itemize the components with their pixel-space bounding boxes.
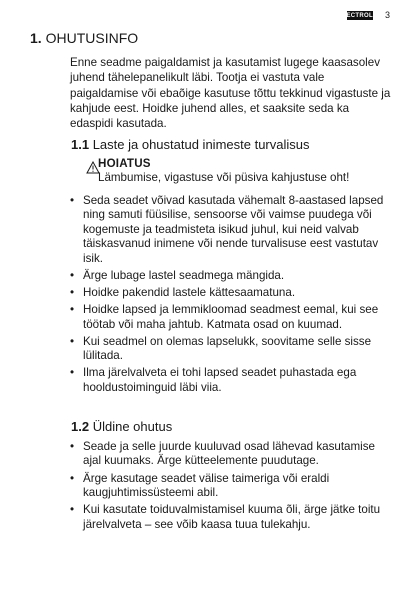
- child-safety-list: [70, 194, 392, 398]
- list-item: • Hoidke pakendid lastele kättesaamatuna.: [70, 286, 392, 300]
- subsection-1-title-text: Laste ja ohustatud inimeste turvalisus: [92, 137, 310, 152]
- list-item: • Kui kasutate toiduvalmistamisel kuuma õli, ärge jätke toitu järelvalveta – see võib kaasa tuua tulekahju.: [70, 503, 392, 532]
- subsection-1-title: [71, 137, 310, 152]
- subsection-2-number: 1.2: [71, 419, 90, 434]
- list-item: • Ilma järelvalveta ei tohi lapsed seadet puhastada ega hooldustoiminguid läbi viia.: [70, 366, 392, 395]
- list-item: • Seade ja selle juurde kuuluvad osad lähevad kasutamise ajal kuumaks. Ärge kütteelemente puudutage.: [70, 440, 392, 469]
- list-item: • Ärge kasutage seadet välise taimeriga või eraldi kaugjuhtimissüsteemi abil.: [70, 472, 392, 501]
- brand-logo-text: ELECTROLUX: [338, 12, 382, 19]
- list-item: • Ärge lubage lastel seadmega mängida.: [70, 269, 392, 283]
- section-title-text: OHUTUSINFO: [45, 30, 139, 46]
- intro-paragraph: Enne seadme paigaldamist ja kasutamist lugege kaasasolev juhend tähelepanelikult läbi. Tootja ei vastuta vale paigaldamise või ebaõige kasutuse tõttu tekkinud vigastuste ja kahjude eest. Hoidke juhend alles, et saaksite seda ka edaspidi kasutada.: [70, 56, 391, 131]
- section-title: [30, 30, 138, 46]
- warning-text: Lämbumise, vigastuse või püsiva kahjustuse oht!: [98, 171, 350, 184]
- subsection-2-title: [71, 419, 172, 434]
- list-item: • Hoidke lapsed ja lemmikloomad seadmest eemal, kui see töötab või maha jahtub. Katmata osad on kuumad.: [70, 303, 392, 332]
- list-item: • Kui seadmel on olemas lapselukk, soovitame selle sisse lülitada.: [70, 335, 392, 364]
- page-number: 3: [385, 10, 391, 20]
- brand-logo: [338, 11, 382, 20]
- list-item: • Seda seadet võivad kasutada vähemalt 8-aastased lapsed ning samuti füüsilise, sensoorse või vaimse puudega või kogemuste ja teadmisteta isikud juhul, kui neid valvab täiskasvanud inimene või nende turvalisuse eest vastutav isik.: [70, 194, 392, 266]
- subsection-2-title-text: Üldine ohutus: [92, 419, 173, 434]
- warning-label: HOIATUS: [98, 157, 151, 170]
- subsection-1-number: 1.1: [71, 137, 90, 152]
- general-safety-list: [70, 440, 392, 535]
- section-number: 1.: [30, 30, 42, 46]
